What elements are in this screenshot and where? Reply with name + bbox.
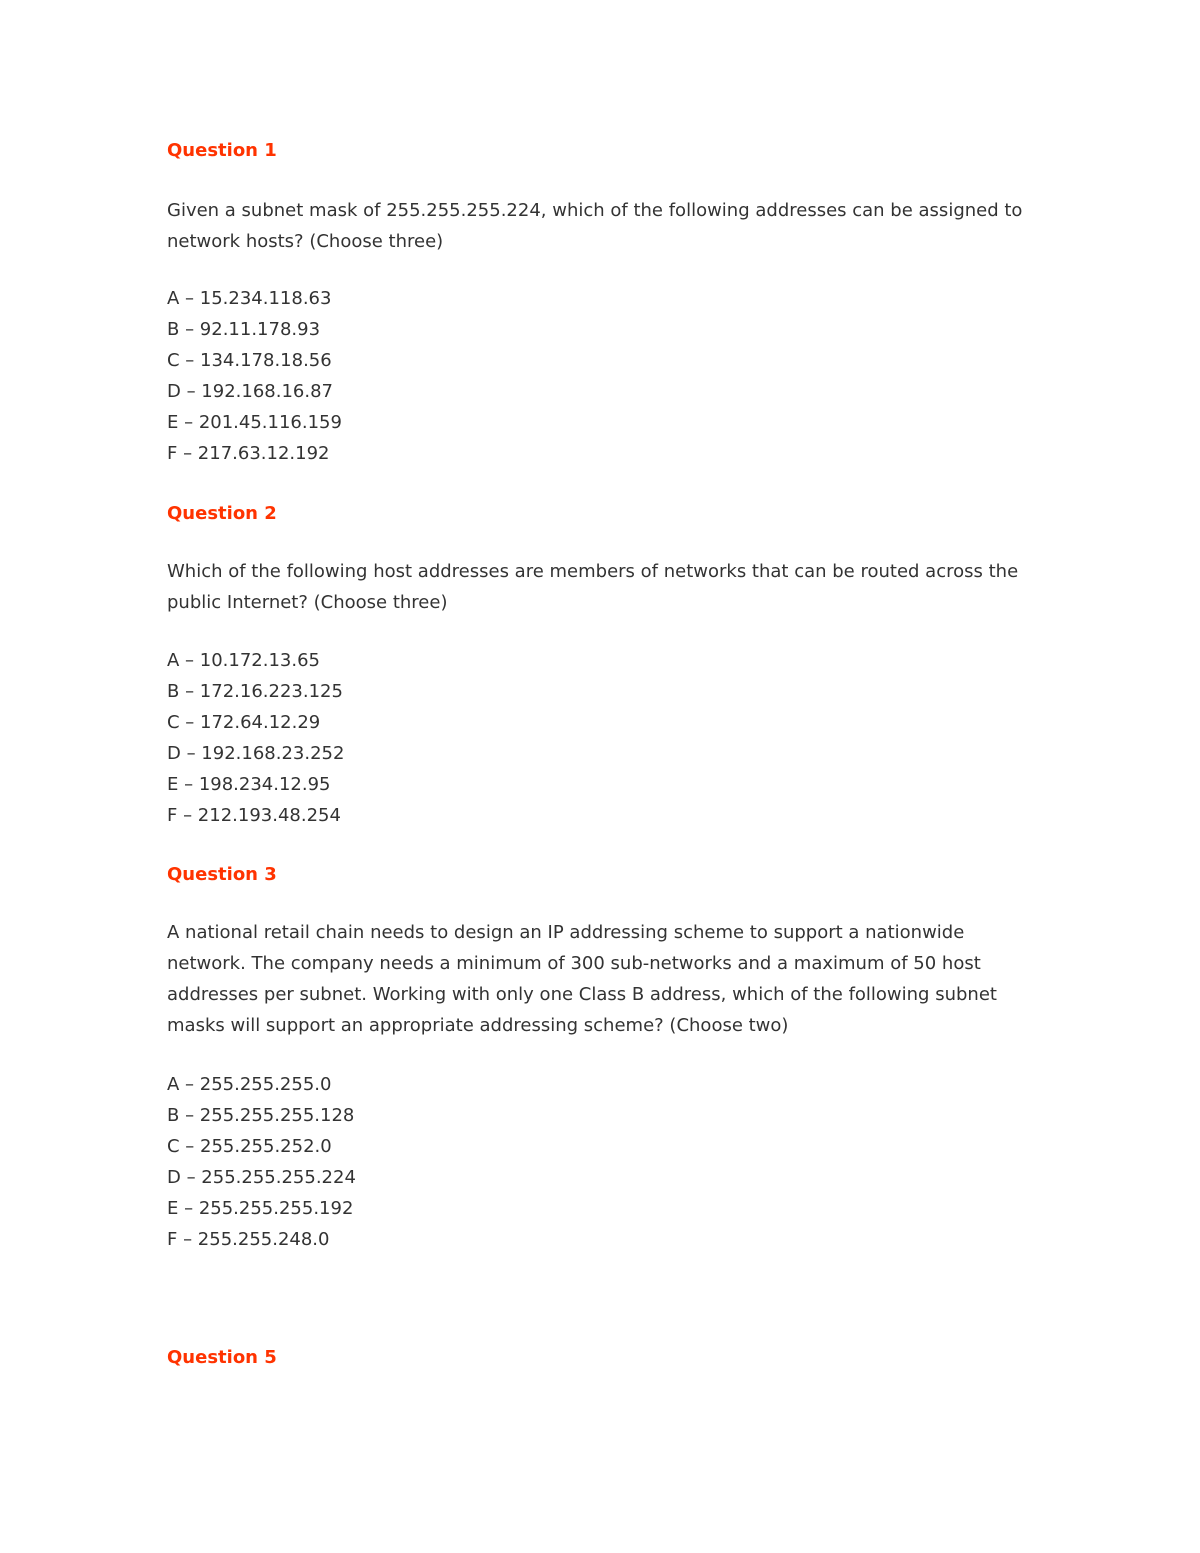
question-2-options	[167, 645, 344, 831]
question-1-title: Question 1	[167, 140, 277, 161]
option-f: F – 212.193.48.254	[167, 805, 341, 826]
question-3-title: Question 3	[167, 864, 277, 885]
question-text-line: public Internet? (Choose three)	[167, 592, 448, 613]
question-1-options	[167, 283, 342, 469]
question-text-line: A national retail chain needs to design an IP addressing scheme to support a nationwide	[167, 922, 965, 943]
option-a: A – 10.172.13.65	[167, 650, 320, 671]
option-e: E – 201.45.116.159	[167, 412, 342, 433]
option-d: D – 192.168.23.252	[167, 743, 345, 764]
option-c: C – 134.178.18.56	[167, 350, 332, 371]
question-text-line: Given a subnet mask of 255.255.255.224, which of the following addresses can be assigned to	[167, 200, 1023, 221]
question-2-title: Question 2	[167, 503, 277, 524]
question-text-line: Which of the following host addresses are members of networks that can be routed across the	[167, 561, 1019, 582]
question-text-line: masks will support an appropriate addressing scheme? (Choose two)	[167, 1015, 789, 1036]
question-3-text	[167, 917, 1027, 1041]
option-b: B – 255.255.255.128	[167, 1105, 355, 1126]
option-e: E – 198.234.12.95	[167, 774, 331, 795]
question-2-text	[167, 556, 1027, 618]
option-c: C – 255.255.252.0	[167, 1136, 332, 1157]
option-d: D – 255.255.255.224	[167, 1167, 356, 1188]
option-a: A – 255.255.255.0	[167, 1074, 332, 1095]
option-d: D – 192.168.16.87	[167, 381, 333, 402]
option-b: B – 92.11.178.93	[167, 319, 321, 340]
question-1-text	[167, 195, 1027, 257]
question-text-line: network. The company needs a minimum of 300 sub-networks and a maximum of 50 host	[167, 953, 981, 974]
option-f: F – 255.255.248.0	[167, 1229, 330, 1250]
option-f: F – 217.63.12.192	[167, 443, 330, 464]
question-text-line: network hosts? (Choose three)	[167, 231, 444, 252]
option-c: C – 172.64.12.29	[167, 712, 321, 733]
question-text-line: addresses per subnet. Working with only one Class B address, which of the following subnet	[167, 984, 997, 1005]
option-b: B – 172.16.223.125	[167, 681, 343, 702]
question-3-options	[167, 1069, 356, 1255]
option-a: A – 15.234.118.63	[167, 288, 332, 309]
option-e: E – 255.255.255.192	[167, 1198, 354, 1219]
question-5-title: Question 5	[167, 1347, 277, 1368]
